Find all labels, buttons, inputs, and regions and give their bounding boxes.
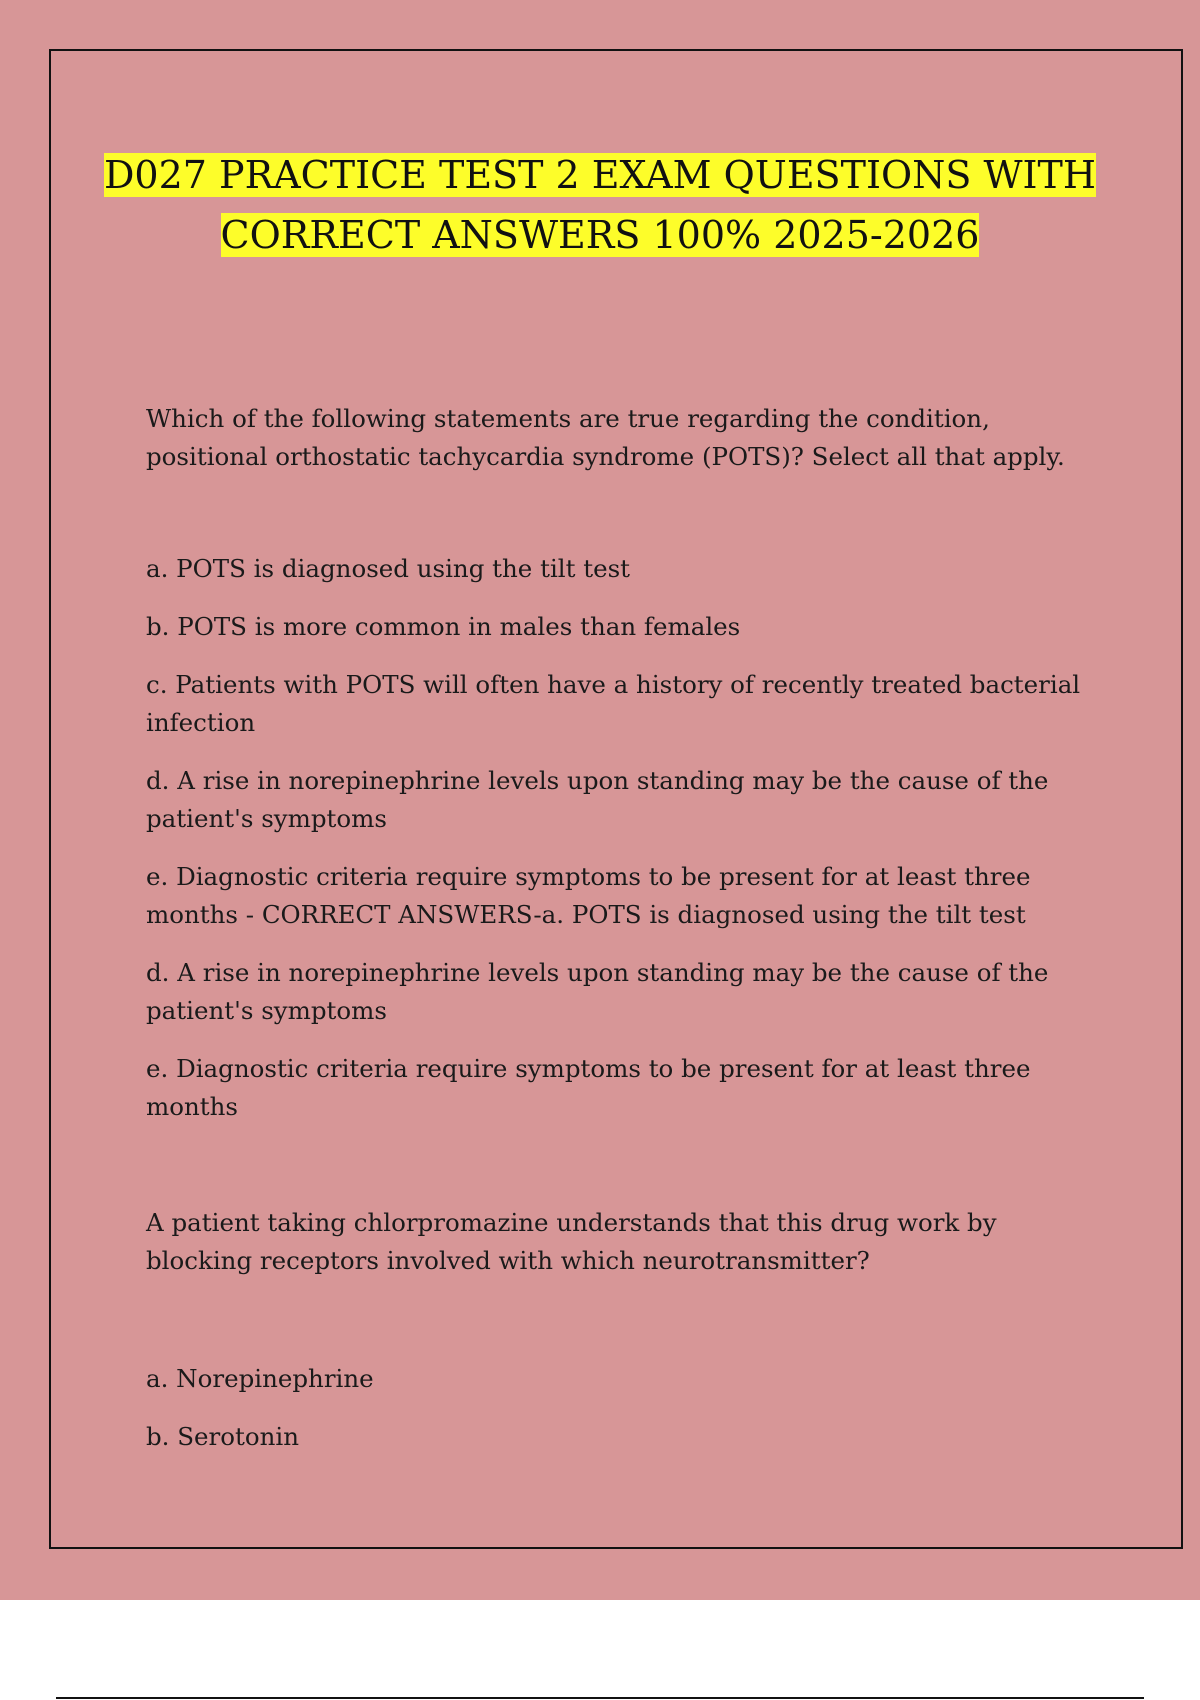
- question-1-option: a. POTS is diagnosed using the tilt test: [146, 554, 631, 583]
- title-line-2: CORRECT ANSWERS 100% 2025-2026: [220, 213, 980, 257]
- question-1-option: c. Patients with POTS will often have a history of recently treated bacterial infection: [146, 670, 1081, 737]
- document-title: [100, 145, 1100, 265]
- question-1-option-with-answer: e. Diagnostic criteria require symptoms to be present for at least three months - CORRECT ANSWERS-a. POTS is diagnosed using the tilt test: [146, 862, 1031, 929]
- question-2-option: b. Serotonin: [146, 1422, 299, 1451]
- question-2-text: A patient taking chlorpromazine understands that this drug work by blocking receptors involved with which neurotransmitter?: [146, 1208, 997, 1275]
- question-1-answer-option: d. A rise in norepinephrine levels upon standing may be the cause of the patient's symptoms: [146, 958, 1049, 1025]
- question-1-option: b. POTS is more common in males than females: [146, 612, 741, 641]
- question-1-answer-option: e. Diagnostic criteria require symptoms to be present for at least three months: [146, 1054, 1031, 1121]
- next-page-border-edge: [56, 1697, 1144, 1699]
- document-body: [146, 400, 1106, 1476]
- question-2-option: a. Norepinephrine: [146, 1364, 374, 1393]
- question-1-option: d. A rise in norepinephrine levels upon standing may be the cause of the patient's symptoms: [146, 766, 1049, 833]
- title-line-1: D027 PRACTICE TEST 2 EXAM QUESTIONS WITH: [103, 153, 1097, 197]
- question-1-text: Which of the following statements are true regarding the condition, positional orthostatic tachycardia syndrome (POTS)? Select all that apply.: [146, 404, 1065, 471]
